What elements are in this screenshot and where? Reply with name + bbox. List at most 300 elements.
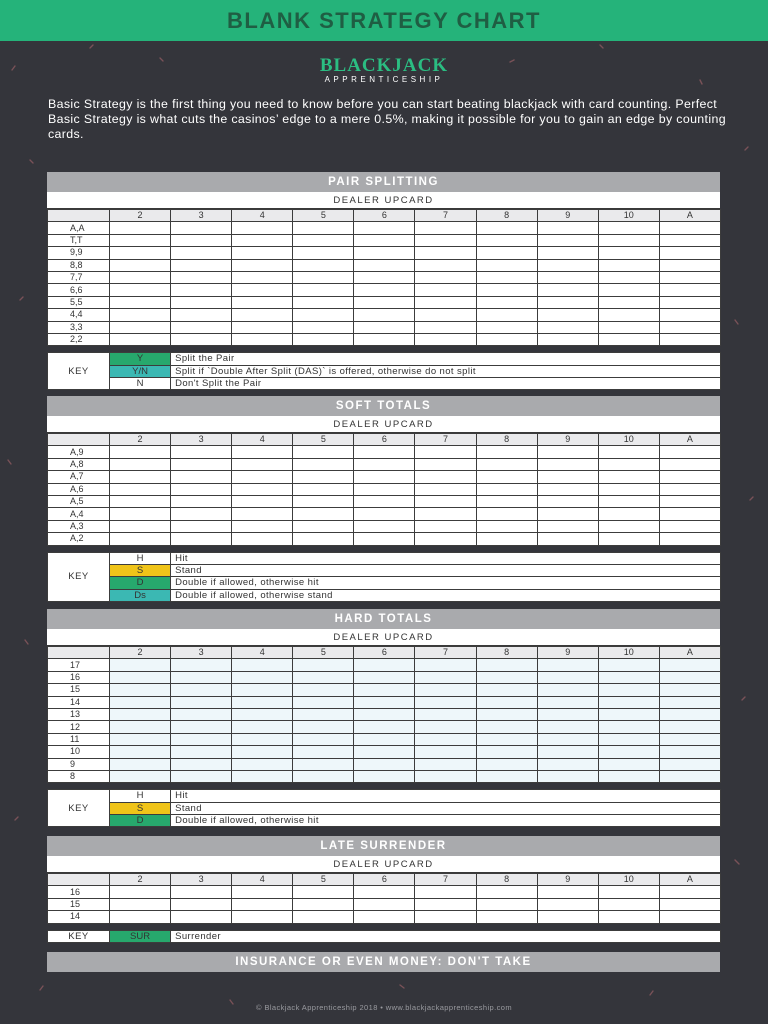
strategy-cell[interactable] — [232, 721, 293, 733]
strategy-cell[interactable] — [293, 234, 354, 246]
strategy-cell[interactable] — [232, 247, 293, 259]
strategy-cell[interactable] — [476, 234, 537, 246]
strategy-cell[interactable] — [354, 520, 415, 532]
strategy-cell[interactable] — [293, 271, 354, 283]
strategy-cell[interactable] — [293, 758, 354, 770]
strategy-cell[interactable] — [659, 458, 720, 470]
strategy-cell[interactable] — [598, 333, 659, 345]
strategy-cell[interactable] — [293, 483, 354, 495]
strategy-cell[interactable] — [171, 696, 232, 708]
strategy-cell[interactable] — [110, 746, 171, 758]
strategy-cell[interactable] — [537, 508, 598, 520]
strategy-cell[interactable] — [476, 696, 537, 708]
strategy-cell[interactable] — [476, 721, 537, 733]
strategy-cell[interactable] — [354, 770, 415, 782]
strategy-cell[interactable] — [171, 309, 232, 321]
strategy-cell[interactable] — [354, 222, 415, 234]
strategy-cell[interactable] — [415, 671, 476, 683]
strategy-cell[interactable] — [171, 284, 232, 296]
strategy-cell[interactable] — [354, 483, 415, 495]
strategy-cell[interactable] — [537, 222, 598, 234]
strategy-cell[interactable] — [476, 898, 537, 910]
strategy-cell[interactable] — [476, 746, 537, 758]
strategy-cell[interactable] — [476, 758, 537, 770]
strategy-cell[interactable] — [598, 758, 659, 770]
strategy-cell[interactable] — [110, 684, 171, 696]
strategy-cell[interactable] — [171, 296, 232, 308]
strategy-cell[interactable] — [598, 533, 659, 545]
strategy-cell[interactable] — [537, 671, 598, 683]
strategy-cell[interactable] — [171, 495, 232, 507]
strategy-cell[interactable] — [171, 708, 232, 720]
strategy-cell[interactable] — [232, 684, 293, 696]
strategy-cell[interactable] — [110, 333, 171, 345]
strategy-cell[interactable] — [354, 309, 415, 321]
strategy-cell[interactable] — [171, 659, 232, 671]
strategy-cell[interactable] — [171, 770, 232, 782]
strategy-cell[interactable] — [354, 696, 415, 708]
strategy-cell[interactable] — [293, 284, 354, 296]
strategy-cell[interactable] — [171, 911, 232, 923]
strategy-cell[interactable] — [476, 886, 537, 898]
strategy-cell[interactable] — [293, 495, 354, 507]
strategy-cell[interactable] — [476, 708, 537, 720]
strategy-cell[interactable] — [110, 898, 171, 910]
strategy-cell[interactable] — [659, 471, 720, 483]
strategy-cell[interactable] — [232, 234, 293, 246]
strategy-cell[interactable] — [293, 770, 354, 782]
strategy-cell[interactable] — [415, 684, 476, 696]
strategy-cell[interactable] — [537, 708, 598, 720]
strategy-cell[interactable] — [232, 471, 293, 483]
strategy-cell[interactable] — [537, 533, 598, 545]
strategy-cell[interactable] — [232, 708, 293, 720]
strategy-cell[interactable] — [415, 520, 476, 532]
strategy-cell[interactable] — [293, 296, 354, 308]
strategy-cell[interactable] — [476, 659, 537, 671]
strategy-cell[interactable] — [232, 296, 293, 308]
strategy-cell[interactable] — [415, 898, 476, 910]
strategy-cell[interactable] — [232, 898, 293, 910]
strategy-cell[interactable] — [354, 458, 415, 470]
strategy-cell[interactable] — [415, 696, 476, 708]
strategy-cell[interactable] — [232, 483, 293, 495]
strategy-cell[interactable] — [415, 721, 476, 733]
strategy-cell[interactable] — [598, 483, 659, 495]
strategy-cell[interactable] — [476, 321, 537, 333]
strategy-cell[interactable] — [476, 671, 537, 683]
strategy-cell[interactable] — [354, 911, 415, 923]
strategy-cell[interactable] — [293, 671, 354, 683]
strategy-cell[interactable] — [293, 471, 354, 483]
strategy-cell[interactable] — [415, 309, 476, 321]
strategy-cell[interactable] — [171, 520, 232, 532]
strategy-cell[interactable] — [598, 508, 659, 520]
strategy-cell[interactable] — [537, 659, 598, 671]
strategy-cell[interactable] — [171, 446, 232, 458]
strategy-cell[interactable] — [293, 247, 354, 259]
strategy-cell[interactable] — [354, 671, 415, 683]
strategy-cell[interactable] — [354, 659, 415, 671]
strategy-cell[interactable] — [659, 321, 720, 333]
strategy-cell[interactable] — [171, 471, 232, 483]
strategy-cell[interactable] — [232, 520, 293, 532]
strategy-cell[interactable] — [415, 222, 476, 234]
strategy-cell[interactable] — [537, 309, 598, 321]
strategy-cell[interactable] — [354, 271, 415, 283]
strategy-cell[interactable] — [171, 222, 232, 234]
strategy-cell[interactable] — [415, 886, 476, 898]
strategy-cell[interactable] — [293, 696, 354, 708]
strategy-cell[interactable] — [598, 321, 659, 333]
strategy-cell[interactable] — [110, 520, 171, 532]
strategy-cell[interactable] — [171, 721, 232, 733]
strategy-cell[interactable] — [476, 309, 537, 321]
strategy-cell[interactable] — [476, 296, 537, 308]
strategy-cell[interactable] — [354, 758, 415, 770]
strategy-cell[interactable] — [659, 721, 720, 733]
strategy-cell[interactable] — [232, 671, 293, 683]
strategy-cell[interactable] — [659, 746, 720, 758]
strategy-cell[interactable] — [232, 533, 293, 545]
strategy-cell[interactable] — [537, 520, 598, 532]
strategy-cell[interactable] — [354, 446, 415, 458]
strategy-cell[interactable] — [415, 746, 476, 758]
strategy-cell[interactable] — [232, 696, 293, 708]
strategy-cell[interactable] — [415, 483, 476, 495]
strategy-cell[interactable] — [415, 708, 476, 720]
strategy-cell[interactable] — [110, 696, 171, 708]
strategy-cell[interactable] — [598, 495, 659, 507]
strategy-cell[interactable] — [598, 446, 659, 458]
strategy-cell[interactable] — [659, 296, 720, 308]
strategy-cell[interactable] — [171, 746, 232, 758]
strategy-cell[interactable] — [659, 247, 720, 259]
strategy-cell[interactable] — [415, 321, 476, 333]
strategy-cell[interactable] — [415, 333, 476, 345]
strategy-cell[interactable] — [537, 471, 598, 483]
strategy-cell[interactable] — [293, 708, 354, 720]
strategy-cell[interactable] — [598, 886, 659, 898]
strategy-cell[interactable] — [354, 746, 415, 758]
strategy-cell[interactable] — [171, 321, 232, 333]
strategy-cell[interactable] — [232, 733, 293, 745]
strategy-cell[interactable] — [293, 684, 354, 696]
strategy-cell[interactable] — [293, 309, 354, 321]
strategy-cell[interactable] — [659, 309, 720, 321]
strategy-cell[interactable] — [537, 733, 598, 745]
strategy-cell[interactable] — [293, 898, 354, 910]
strategy-cell[interactable] — [110, 284, 171, 296]
strategy-cell[interactable] — [415, 495, 476, 507]
strategy-cell[interactable] — [171, 508, 232, 520]
strategy-cell[interactable] — [171, 684, 232, 696]
strategy-cell[interactable] — [110, 321, 171, 333]
strategy-cell[interactable] — [598, 671, 659, 683]
strategy-cell[interactable] — [110, 671, 171, 683]
strategy-cell[interactable] — [476, 271, 537, 283]
strategy-cell[interactable] — [659, 733, 720, 745]
strategy-cell[interactable] — [293, 886, 354, 898]
strategy-cell[interactable] — [354, 333, 415, 345]
strategy-cell[interactable] — [476, 684, 537, 696]
strategy-cell[interactable] — [476, 471, 537, 483]
strategy-cell[interactable] — [598, 659, 659, 671]
strategy-cell[interactable] — [476, 520, 537, 532]
strategy-cell[interactable] — [415, 296, 476, 308]
strategy-cell[interactable] — [476, 911, 537, 923]
strategy-cell[interactable] — [659, 671, 720, 683]
strategy-cell[interactable] — [293, 446, 354, 458]
strategy-cell[interactable] — [232, 458, 293, 470]
strategy-cell[interactable] — [232, 271, 293, 283]
strategy-cell[interactable] — [659, 659, 720, 671]
strategy-cell[interactable] — [293, 321, 354, 333]
strategy-cell[interactable] — [659, 886, 720, 898]
strategy-cell[interactable] — [110, 758, 171, 770]
strategy-cell[interactable] — [110, 271, 171, 283]
strategy-cell[interactable] — [598, 770, 659, 782]
strategy-cell[interactable] — [537, 296, 598, 308]
strategy-cell[interactable] — [476, 284, 537, 296]
strategy-cell[interactable] — [415, 271, 476, 283]
strategy-cell[interactable] — [232, 222, 293, 234]
strategy-cell[interactable] — [110, 708, 171, 720]
strategy-cell[interactable] — [598, 247, 659, 259]
strategy-cell[interactable] — [293, 733, 354, 745]
strategy-cell[interactable] — [110, 495, 171, 507]
strategy-cell[interactable] — [232, 309, 293, 321]
strategy-cell[interactable] — [171, 458, 232, 470]
strategy-cell[interactable] — [354, 533, 415, 545]
strategy-cell[interactable] — [598, 898, 659, 910]
strategy-cell[interactable] — [110, 234, 171, 246]
strategy-cell[interactable] — [354, 259, 415, 271]
strategy-cell[interactable] — [293, 259, 354, 271]
strategy-cell[interactable] — [232, 446, 293, 458]
strategy-cell[interactable] — [171, 333, 232, 345]
strategy-cell[interactable] — [659, 770, 720, 782]
strategy-cell[interactable] — [659, 483, 720, 495]
strategy-cell[interactable] — [537, 746, 598, 758]
strategy-cell[interactable] — [415, 234, 476, 246]
strategy-cell[interactable] — [293, 520, 354, 532]
strategy-cell[interactable] — [110, 259, 171, 271]
strategy-cell[interactable] — [415, 458, 476, 470]
strategy-cell[interactable] — [598, 684, 659, 696]
strategy-cell[interactable] — [232, 284, 293, 296]
strategy-cell[interactable] — [232, 770, 293, 782]
strategy-cell[interactable] — [232, 333, 293, 345]
strategy-cell[interactable] — [171, 671, 232, 683]
strategy-cell[interactable] — [110, 911, 171, 923]
strategy-cell[interactable] — [110, 483, 171, 495]
strategy-cell[interactable] — [598, 733, 659, 745]
strategy-cell[interactable] — [354, 898, 415, 910]
strategy-cell[interactable] — [659, 333, 720, 345]
strategy-cell[interactable] — [537, 696, 598, 708]
strategy-cell[interactable] — [659, 520, 720, 532]
strategy-cell[interactable] — [354, 886, 415, 898]
strategy-cell[interactable] — [415, 247, 476, 259]
strategy-cell[interactable] — [293, 508, 354, 520]
strategy-cell[interactable] — [659, 234, 720, 246]
strategy-cell[interactable] — [476, 222, 537, 234]
strategy-cell[interactable] — [476, 533, 537, 545]
strategy-cell[interactable] — [110, 721, 171, 733]
strategy-cell[interactable] — [415, 659, 476, 671]
strategy-cell[interactable] — [537, 333, 598, 345]
strategy-cell[interactable] — [598, 708, 659, 720]
strategy-cell[interactable] — [659, 495, 720, 507]
strategy-cell[interactable] — [232, 495, 293, 507]
strategy-cell[interactable] — [354, 284, 415, 296]
strategy-cell[interactable] — [598, 696, 659, 708]
strategy-cell[interactable] — [659, 271, 720, 283]
strategy-cell[interactable] — [354, 471, 415, 483]
strategy-cell[interactable] — [598, 234, 659, 246]
strategy-cell[interactable] — [354, 721, 415, 733]
strategy-cell[interactable] — [415, 770, 476, 782]
strategy-cell[interactable] — [476, 333, 537, 345]
strategy-cell[interactable] — [537, 321, 598, 333]
strategy-cell[interactable] — [659, 708, 720, 720]
strategy-cell[interactable] — [354, 321, 415, 333]
strategy-cell[interactable] — [659, 684, 720, 696]
strategy-cell[interactable] — [598, 911, 659, 923]
strategy-cell[interactable] — [598, 259, 659, 271]
strategy-cell[interactable] — [659, 284, 720, 296]
strategy-cell[interactable] — [171, 247, 232, 259]
strategy-cell[interactable] — [476, 446, 537, 458]
strategy-cell[interactable] — [415, 446, 476, 458]
strategy-cell[interactable] — [659, 533, 720, 545]
strategy-cell[interactable] — [110, 309, 171, 321]
strategy-cell[interactable] — [415, 471, 476, 483]
strategy-cell[interactable] — [293, 533, 354, 545]
strategy-cell[interactable] — [293, 911, 354, 923]
strategy-cell[interactable] — [659, 911, 720, 923]
strategy-cell[interactable] — [171, 758, 232, 770]
strategy-cell[interactable] — [415, 284, 476, 296]
strategy-cell[interactable] — [598, 284, 659, 296]
strategy-cell[interactable] — [476, 508, 537, 520]
strategy-cell[interactable] — [415, 508, 476, 520]
strategy-cell[interactable] — [171, 533, 232, 545]
strategy-cell[interactable] — [293, 721, 354, 733]
strategy-cell[interactable] — [415, 758, 476, 770]
strategy-cell[interactable] — [171, 898, 232, 910]
strategy-cell[interactable] — [354, 234, 415, 246]
strategy-cell[interactable] — [354, 708, 415, 720]
strategy-cell[interactable] — [293, 746, 354, 758]
strategy-cell[interactable] — [598, 222, 659, 234]
strategy-cell[interactable] — [537, 271, 598, 283]
strategy-cell[interactable] — [476, 458, 537, 470]
strategy-cell[interactable] — [110, 471, 171, 483]
strategy-cell[interactable] — [293, 333, 354, 345]
strategy-cell[interactable] — [415, 259, 476, 271]
strategy-cell[interactable] — [537, 770, 598, 782]
strategy-cell[interactable] — [110, 508, 171, 520]
strategy-cell[interactable] — [537, 721, 598, 733]
strategy-cell[interactable] — [537, 458, 598, 470]
strategy-cell[interactable] — [537, 684, 598, 696]
strategy-cell[interactable] — [293, 222, 354, 234]
strategy-cell[interactable] — [354, 247, 415, 259]
strategy-cell[interactable] — [598, 746, 659, 758]
strategy-cell[interactable] — [171, 733, 232, 745]
strategy-cell[interactable] — [537, 483, 598, 495]
strategy-cell[interactable] — [659, 898, 720, 910]
strategy-cell[interactable] — [232, 911, 293, 923]
strategy-cell[interactable] — [537, 886, 598, 898]
strategy-cell[interactable] — [659, 508, 720, 520]
strategy-cell[interactable] — [476, 770, 537, 782]
strategy-cell[interactable] — [598, 296, 659, 308]
strategy-cell[interactable] — [659, 259, 720, 271]
strategy-cell[interactable] — [293, 659, 354, 671]
strategy-cell[interactable] — [232, 659, 293, 671]
strategy-cell[interactable] — [110, 533, 171, 545]
strategy-cell[interactable] — [476, 483, 537, 495]
strategy-cell[interactable] — [476, 259, 537, 271]
strategy-cell[interactable] — [354, 495, 415, 507]
strategy-cell[interactable] — [110, 222, 171, 234]
strategy-cell[interactable] — [537, 247, 598, 259]
strategy-cell[interactable] — [598, 271, 659, 283]
strategy-cell[interactable] — [354, 684, 415, 696]
strategy-cell[interactable] — [598, 721, 659, 733]
strategy-cell[interactable] — [537, 234, 598, 246]
strategy-cell[interactable] — [232, 758, 293, 770]
strategy-cell[interactable] — [232, 321, 293, 333]
strategy-cell[interactable] — [293, 458, 354, 470]
strategy-cell[interactable] — [232, 746, 293, 758]
strategy-cell[interactable] — [537, 259, 598, 271]
strategy-cell[interactable] — [110, 458, 171, 470]
strategy-cell[interactable] — [659, 696, 720, 708]
strategy-cell[interactable] — [354, 733, 415, 745]
strategy-cell[interactable] — [598, 471, 659, 483]
strategy-cell[interactable] — [537, 911, 598, 923]
strategy-cell[interactable] — [415, 911, 476, 923]
strategy-cell[interactable] — [354, 508, 415, 520]
strategy-cell[interactable] — [659, 446, 720, 458]
strategy-cell[interactable] — [110, 247, 171, 259]
strategy-cell[interactable] — [110, 659, 171, 671]
strategy-cell[interactable] — [354, 296, 415, 308]
strategy-cell[interactable] — [659, 758, 720, 770]
strategy-cell[interactable] — [598, 458, 659, 470]
strategy-cell[interactable] — [110, 886, 171, 898]
strategy-cell[interactable] — [476, 495, 537, 507]
strategy-cell[interactable] — [537, 284, 598, 296]
strategy-cell[interactable] — [598, 309, 659, 321]
strategy-cell[interactable] — [476, 247, 537, 259]
strategy-cell[interactable] — [110, 770, 171, 782]
strategy-cell[interactable] — [171, 483, 232, 495]
strategy-cell[interactable] — [110, 296, 171, 308]
strategy-cell[interactable] — [232, 886, 293, 898]
strategy-cell[interactable] — [537, 758, 598, 770]
strategy-cell[interactable] — [537, 898, 598, 910]
strategy-cell[interactable] — [232, 508, 293, 520]
strategy-cell[interactable] — [171, 271, 232, 283]
strategy-cell[interactable] — [232, 259, 293, 271]
strategy-cell[interactable] — [659, 222, 720, 234]
strategy-cell[interactable] — [537, 446, 598, 458]
